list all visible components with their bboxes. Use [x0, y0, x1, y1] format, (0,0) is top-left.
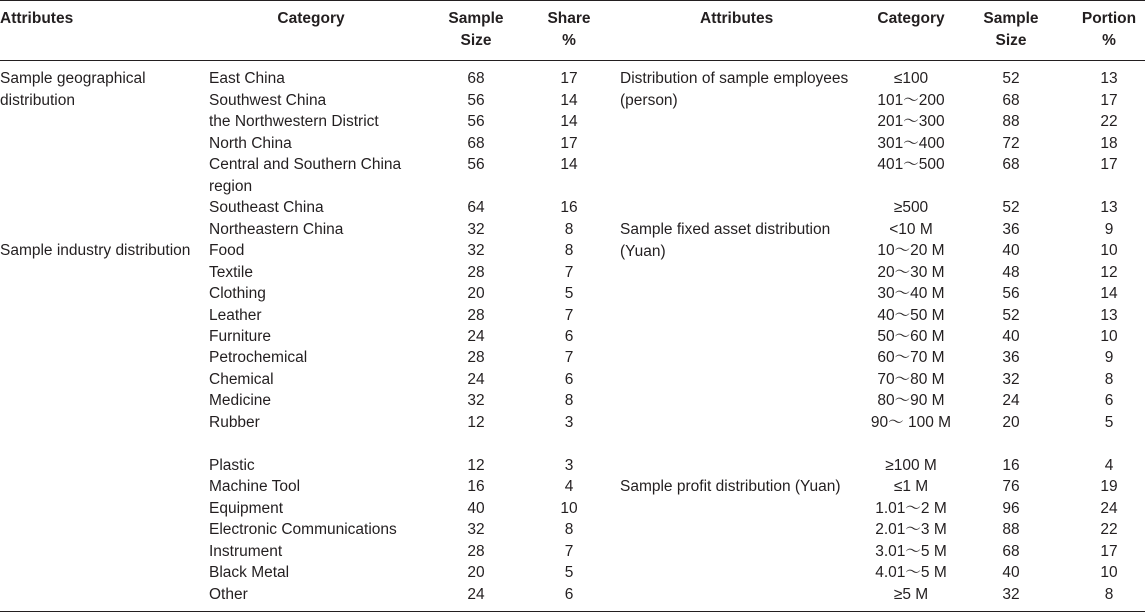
left-category: Petrochemical	[209, 349, 308, 366]
left-size: 68	[467, 70, 485, 87]
left-size: 32	[467, 392, 485, 409]
left-size: 28	[467, 264, 485, 281]
right-category: 201～300	[877, 113, 945, 130]
right-portion: 8	[1104, 586, 1114, 603]
header-left-attributes: Attributes	[0, 10, 74, 27]
right-portion: 13	[1100, 199, 1118, 216]
left-category: Chemical	[209, 371, 274, 388]
left-size: 24	[467, 328, 485, 345]
left-size: 12	[467, 457, 485, 474]
left-share: 4	[564, 478, 574, 495]
right-category: ≥5 M	[893, 586, 929, 603]
left-category: Medicine	[209, 392, 272, 409]
right-size: 40	[1002, 242, 1020, 259]
left-share: 3	[564, 414, 574, 431]
left-size: 56	[467, 113, 485, 130]
right-category: 10～20 M	[877, 242, 945, 259]
left-category: Rubber	[209, 414, 260, 431]
left-size: 28	[467, 307, 485, 324]
left-category: Furniture	[209, 328, 272, 345]
left-group-attribute: Sample geographical distribution	[0, 70, 146, 109]
left-size: 20	[467, 285, 485, 302]
right-category: 401～500	[877, 156, 945, 173]
right-size: 52	[1002, 70, 1020, 87]
right-size: 68	[1002, 543, 1020, 560]
top-rule	[0, 0, 1145, 1]
right-portion: 14	[1100, 285, 1118, 302]
right-group-attribute: Sample profit distribution (Yuan)	[620, 478, 841, 495]
left-share: 8	[564, 521, 574, 538]
header-right-sample-size: Sample Size	[983, 10, 1039, 49]
left-size: 68	[467, 135, 485, 152]
right-size: 36	[1002, 349, 1020, 366]
left-share: 7	[564, 264, 574, 281]
left-share: 7	[564, 349, 574, 366]
left-category: Northeastern China	[209, 221, 344, 238]
right-size: 72	[1002, 135, 1020, 152]
left-share: 6	[564, 371, 574, 388]
left-size: 28	[467, 543, 485, 560]
left-size: 32	[467, 521, 485, 538]
left-category: Southwest China	[209, 92, 327, 109]
right-portion: 9	[1104, 221, 1114, 238]
left-category: Instrument	[209, 543, 283, 560]
right-portion: 13	[1100, 70, 1118, 87]
right-size: 24	[1002, 392, 1020, 409]
left-size: 32	[467, 221, 485, 238]
right-size: 48	[1002, 264, 1020, 281]
right-size: 16	[1002, 457, 1020, 474]
left-share: 17	[560, 135, 578, 152]
left-category: Clothing	[209, 285, 266, 302]
right-portion: 22	[1100, 521, 1118, 538]
right-portion: 18	[1100, 135, 1118, 152]
left-size: 40	[467, 500, 485, 517]
left-share: 6	[564, 328, 574, 345]
right-size: 52	[1002, 199, 1020, 216]
right-size: 88	[1002, 113, 1020, 130]
right-category: 101～200	[877, 92, 945, 109]
header-right-portion: Portion %	[1081, 10, 1137, 49]
left-size: 20	[467, 564, 485, 581]
left-category: Electronic Communications	[209, 521, 397, 538]
left-share: 10	[560, 500, 578, 517]
right-category: 80～90 M	[877, 392, 945, 409]
right-category: 301～400	[877, 135, 945, 152]
right-group-attribute: Sample fixed asset distribution (Yuan)	[620, 221, 831, 260]
header-right-attributes: Attributes	[700, 10, 774, 27]
header-left-share: Share %	[547, 10, 591, 49]
left-share: 16	[560, 199, 578, 216]
right-size: 40	[1002, 564, 1020, 581]
right-portion: 17	[1100, 543, 1118, 560]
left-size: 64	[467, 199, 485, 216]
header-rule	[0, 60, 1145, 61]
right-category: 4.01～5 M	[875, 564, 947, 581]
left-share: 8	[564, 242, 574, 259]
right-category: 60～70 M	[877, 349, 945, 366]
right-size: 40	[1002, 328, 1020, 345]
right-category: 50～60 M	[877, 328, 945, 345]
left-size: 16	[467, 478, 485, 495]
left-category: Equipment	[209, 500, 284, 517]
right-group-attribute: Distribution of sample employees (person)	[620, 70, 849, 109]
right-portion: 19	[1100, 478, 1118, 495]
right-category: 2.01～3 M	[875, 521, 947, 538]
right-size: 88	[1002, 521, 1020, 538]
left-share: 7	[564, 307, 574, 324]
left-category: Other	[209, 586, 248, 603]
right-category: <10 M	[889, 221, 933, 238]
right-category: ≤1 M	[893, 478, 929, 495]
left-category: the Northwestern District	[209, 113, 379, 130]
right-portion: 4	[1104, 457, 1114, 474]
left-share: 8	[564, 392, 574, 409]
right-portion: 8	[1104, 371, 1114, 388]
right-category: 90～ 100 M	[870, 414, 952, 431]
right-portion: 17	[1100, 156, 1118, 173]
right-size: 52	[1002, 307, 1020, 324]
header-right-category: Category	[877, 10, 945, 27]
right-size: 20	[1002, 414, 1020, 431]
left-share: 14	[560, 113, 578, 130]
left-share: 17	[560, 70, 578, 87]
right-size: 68	[1002, 92, 1020, 109]
left-size: 32	[467, 242, 485, 259]
right-category: 70～80 M	[877, 371, 945, 388]
right-portion: 5	[1104, 414, 1114, 431]
left-share: 3	[564, 457, 574, 474]
right-category: 20～30 M	[877, 264, 945, 281]
right-portion: 10	[1100, 328, 1118, 345]
right-size: 32	[1002, 586, 1020, 603]
right-size: 36	[1002, 221, 1020, 238]
right-category: 1.01～2 M	[875, 500, 947, 517]
right-size: 68	[1002, 156, 1020, 173]
left-share: 7	[564, 543, 574, 560]
bottom-rule	[0, 611, 1145, 612]
right-category: ≤100	[893, 70, 929, 87]
left-size: 28	[467, 349, 485, 366]
left-share: 14	[560, 156, 578, 173]
right-portion: 17	[1100, 92, 1118, 109]
right-size: 96	[1002, 500, 1020, 517]
right-portion: 9	[1104, 349, 1114, 366]
right-category: ≥100 M	[885, 457, 937, 474]
left-group-attribute: Sample industry distribution	[0, 242, 191, 259]
left-category: Central and Southern China region	[209, 156, 402, 195]
left-category: Food	[209, 242, 245, 259]
left-size: 12	[467, 414, 485, 431]
right-portion: 12	[1100, 264, 1118, 281]
right-portion: 24	[1100, 500, 1118, 517]
right-size: 76	[1002, 478, 1020, 495]
right-size: 32	[1002, 371, 1020, 388]
left-size: 56	[467, 92, 485, 109]
right-category: ≥500	[893, 199, 929, 216]
right-portion: 6	[1104, 392, 1114, 409]
left-category: North China	[209, 135, 292, 152]
left-share: 14	[560, 92, 578, 109]
right-portion: 13	[1100, 307, 1118, 324]
header-left-sample-size: Sample Size	[448, 10, 504, 49]
left-share: 8	[564, 221, 574, 238]
left-category: Black Metal	[209, 564, 290, 581]
left-size: 56	[467, 156, 485, 173]
left-category: Plastic	[209, 457, 255, 474]
right-portion: 22	[1100, 113, 1118, 130]
left-share: 5	[564, 285, 574, 302]
left-share: 6	[564, 586, 574, 603]
left-category: Southeast China	[209, 199, 324, 216]
right-portion: 10	[1100, 242, 1118, 259]
left-category: Leather	[209, 307, 262, 324]
right-category: 30～40 M	[877, 285, 945, 302]
right-size: 56	[1002, 285, 1020, 302]
left-size: 24	[467, 371, 485, 388]
left-category: East China	[209, 70, 285, 87]
right-category: 40～50 M	[877, 307, 945, 324]
right-category: 3.01～5 M	[875, 543, 947, 560]
left-size: 24	[467, 586, 485, 603]
left-share: 5	[564, 564, 574, 581]
header-left-category: Category	[277, 10, 345, 27]
right-portion: 10	[1100, 564, 1118, 581]
left-category: Machine Tool	[209, 478, 301, 495]
left-category: Textile	[209, 264, 253, 281]
